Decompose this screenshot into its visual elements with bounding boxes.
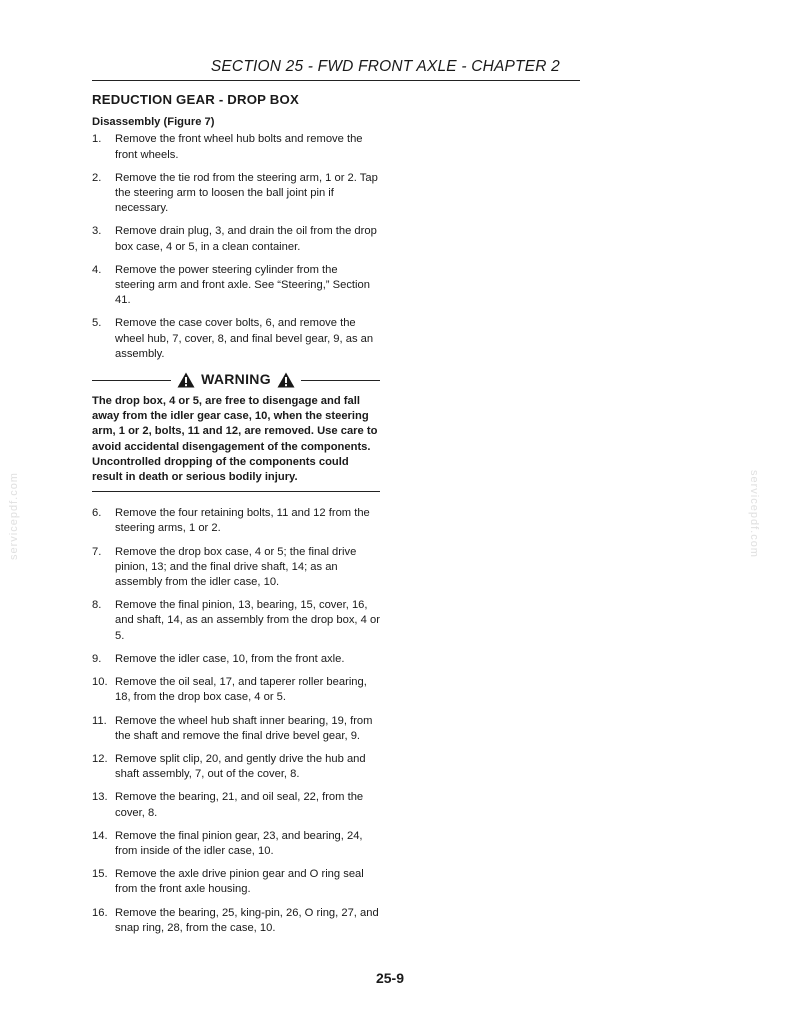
- watermark-left: servicepdf.com: [8, 472, 20, 560]
- step-number: 8.: [92, 599, 102, 612]
- step-text: Remove the axle drive pinion gear and O ring seal from the front axle housing.: [115, 868, 364, 896]
- step-text: Remove the final pinion, 13, bearing, 15, cover, 16, and shaft, 14, as an assembly from the drop box, 4 or 5.: [115, 599, 380, 642]
- warning-title: [171, 372, 301, 388]
- step-number: 3.: [92, 225, 102, 238]
- warning-body: The drop box, 4 or 5, are free to disengage and fall away from the idler gear case, 10, when the steering arm, 1 or 2, bolts, 11 and 12, are removed. Use care to avoid accidental disengagement of the components. Uncontrolled dropping of the components could result in death or serious bodily injury.: [92, 395, 378, 484]
- header-rule: [92, 80, 580, 81]
- step-text: Remove the bearing, 25, king-pin, 26, O ring, 27, and snap ring, 28, from the case, 10.: [115, 906, 379, 934]
- sub-heading: Disassembly (Figure 7): [92, 116, 215, 129]
- warning-rule-right: [301, 380, 380, 381]
- step-item: [92, 598, 380, 644]
- step-item: [92, 171, 380, 217]
- step-number: 15.: [92, 868, 108, 881]
- step-number: 9.: [92, 652, 102, 665]
- step-text: Remove the drop box case, 4 or 5; the final drive pinion, 13; and the final drive shaft, 14; as an assembly from the idler case, 10.: [115, 545, 357, 589]
- step-text: Remove the final pinion gear, 23, and bearing, 24, from inside of the idler case, 10.: [115, 829, 363, 857]
- step-number: 11.: [92, 714, 107, 727]
- watermark-right: servicepdf.com: [748, 470, 760, 558]
- page-number: 25-9: [375, 970, 405, 986]
- step-item: [92, 652, 380, 667]
- step-item: [92, 906, 380, 936]
- step-item: [92, 867, 380, 897]
- step-number: 12.: [92, 752, 108, 765]
- step-number: 1.: [92, 133, 102, 146]
- step-text: Remove the power steering cylinder from the steering arm and front axle. See “Steering,” Section 41.: [115, 263, 370, 307]
- step-number: 5.: [92, 317, 102, 330]
- steps-before-list: [92, 132, 380, 362]
- warning-header: [92, 372, 380, 388]
- warning-triangle-icon: [277, 372, 295, 388]
- step-text: Remove the tie rod from the steering arm, 1 or 2. Tap the steering arm to loosen the ball joint pin if necessary.: [115, 171, 378, 215]
- step-text: Remove the wheel hub shaft inner bearing, 19, from the shaft and remove the final drive bevel gear, 9.: [115, 714, 373, 742]
- warning-bottom-rule: [92, 491, 380, 492]
- step-text: Remove drain plug, 3, and drain the oil from the drop box case, 4 or 5, in a clean container.: [115, 225, 377, 253]
- step-number: 13.: [92, 791, 108, 804]
- step-item: [92, 752, 380, 782]
- step-item: [92, 545, 380, 591]
- warning-triangle-icon: [177, 372, 195, 388]
- step-text: Remove the four retaining bolts, 11 and 12 from the steering arms, 1 or 2.: [115, 507, 370, 535]
- step-number: 2.: [92, 171, 102, 184]
- step-item: [92, 829, 380, 859]
- step-number: 14.: [92, 829, 108, 842]
- step-item: [92, 316, 380, 362]
- step-item: [92, 714, 380, 744]
- step-text: Remove split clip, 20, and gently drive the hub and shaft assembly, 7, out of the cover, 8.: [115, 752, 366, 781]
- step-item: [92, 675, 380, 705]
- step-number: 16.: [92, 906, 108, 919]
- warning-label: WARNING: [201, 371, 271, 388]
- step-number: 6.: [92, 507, 102, 520]
- step-item: [92, 790, 380, 820]
- step-number: 10.: [92, 676, 108, 689]
- step-item: [92, 506, 380, 536]
- step-text: Remove the front wheel hub bolts and remove the front wheels.: [115, 133, 363, 161]
- step-text: Remove the oil seal, 17, and taperer roller bearing, 18, from the drop box case, 4 or 5.: [115, 676, 367, 704]
- step-text: Remove the bearing, 21, and oil seal, 22, from the cover, 8.: [115, 791, 364, 819]
- steps-after-list: [92, 506, 380, 936]
- content-column: [92, 92, 380, 944]
- step-item: [92, 132, 380, 162]
- main-heading: REDUCTION GEAR - DROP BOX: [92, 92, 299, 107]
- step-item: [92, 263, 380, 309]
- section-header: SECTION 25 - FWD FRONT AXLE - CHAPTER 2: [210, 58, 560, 75]
- step-text: Remove the idler case, 10, from the front axle.: [115, 652, 345, 665]
- step-text: Remove the case cover bolts, 6, and remove the wheel hub, 7, cover, 8, and final bevel gear, 9, as an assembly.: [115, 317, 374, 360]
- warning-rule-left: [92, 380, 171, 381]
- step-item: [92, 224, 380, 254]
- step-number: 7.: [92, 545, 102, 558]
- step-number: 4.: [92, 263, 102, 276]
